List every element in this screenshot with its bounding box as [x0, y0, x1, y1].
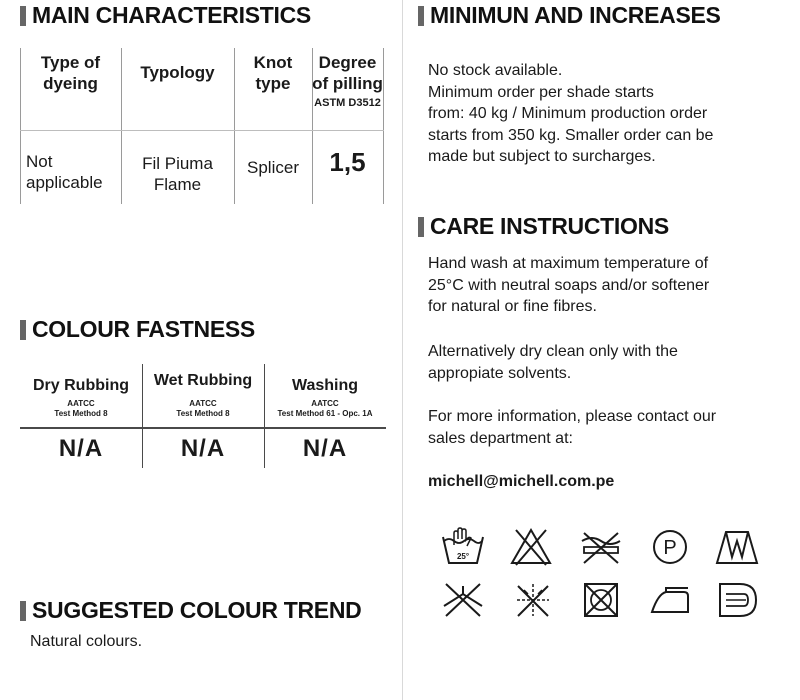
- header-line: Knot: [253, 53, 293, 72]
- text-line: For more information, please contact our: [428, 408, 717, 425]
- table-row-divider: [20, 130, 384, 131]
- minimum-increases-text: [428, 60, 713, 168]
- colour-fastness-table: [20, 364, 386, 468]
- column-method: AATCC: [311, 399, 339, 408]
- care-paragraph-2: [428, 341, 678, 384]
- do-not-wring-icon: [510, 580, 556, 620]
- header-wet-rubbing: [142, 372, 264, 419]
- header-washing: [264, 377, 386, 419]
- main-characteristics-title-text: MAIN CHARACTERISTICS: [32, 2, 311, 28]
- text-line: Hand wash at maximum temperature of: [428, 255, 709, 272]
- value-washing: N/A: [302, 435, 348, 462]
- header-line: Type of: [40, 53, 101, 72]
- text-line: No stock available.: [428, 62, 563, 79]
- header-line: Degree: [318, 53, 377, 72]
- care-instructions-title-text: CARE INSTRUCTIONS: [430, 213, 669, 239]
- column-method: Test Method 61 - Opc. 1A: [277, 409, 373, 418]
- text-line: from: 40 kg / Minimum production order: [428, 105, 708, 122]
- text-line: sales department at:: [428, 429, 573, 447]
- care-instructions-title: [418, 213, 669, 240]
- line-dry-icon: [714, 580, 760, 620]
- value-dry-rubbing: N/A: [58, 435, 104, 462]
- dry-clean-letter: P: [663, 537, 677, 559]
- suggested-colour-trend-title: [20, 597, 361, 624]
- value-line: 1,5: [329, 147, 366, 177]
- main-characteristics-title: [20, 2, 311, 29]
- value-knot-type: [234, 157, 312, 178]
- header-line: dyeing: [43, 74, 98, 93]
- title-bar: [418, 6, 424, 26]
- header-type-of-dyeing: [20, 52, 121, 94]
- text-line: for natural or fine fibres.: [428, 298, 597, 315]
- suggested-colour-trend-title-text: SUGGESTED COLOUR TREND: [32, 597, 362, 623]
- title-bar: [20, 601, 26, 621]
- table-row-divider: [20, 427, 386, 429]
- column-label: Washing: [291, 377, 359, 394]
- care-paragraph-3: [428, 406, 716, 449]
- value-degree-of-pilling: [312, 147, 383, 177]
- title-bar: [20, 320, 26, 340]
- contact-email[interactable]: michell@michell.com.pe: [428, 473, 615, 490]
- header-line: type: [255, 74, 291, 93]
- text-line: Minimum order per shade starts: [428, 83, 654, 101]
- hand-wash-icon: [440, 527, 486, 567]
- text-line: Alternatively dry clean only with the: [428, 343, 678, 360]
- minimum-increases-title-text: MINIMUN AND INCREASES: [430, 2, 721, 28]
- colour-fastness-title: [20, 316, 255, 343]
- text-line: made but subject to surcharges.: [428, 148, 656, 165]
- header-knot-type: [234, 52, 312, 94]
- column-method: Test Method 8: [176, 409, 230, 418]
- value-wet-rubbing: N/A: [180, 435, 226, 462]
- column-label: Wet Rubbing: [153, 372, 253, 389]
- header-line: Typology: [140, 63, 215, 82]
- table-border: [383, 48, 384, 204]
- value-line: applicable: [26, 173, 103, 192]
- do-not-iron-steam-icon: [440, 580, 486, 620]
- title-bar: [418, 217, 424, 237]
- iron-low-icon: [648, 580, 694, 620]
- title-bar: [20, 6, 26, 26]
- value-typology: [121, 153, 234, 195]
- pilling-standard: ASTM D3512: [314, 97, 381, 109]
- care-paragraph-1: [428, 253, 709, 318]
- text-line: starts from 350 kg. Smaller order can be: [428, 126, 714, 144]
- do-not-bleach-icon: [508, 527, 554, 567]
- column-method: Test Method 8: [54, 409, 108, 418]
- value-line: Fil Piuma: [142, 154, 213, 173]
- column-method: AATCC: [189, 399, 217, 408]
- header-degree-of-pilling: [312, 52, 383, 110]
- column-divider: [402, 0, 403, 700]
- colour-fastness-title-text: COLOUR FASTNESS: [32, 316, 255, 342]
- column-method: AATCC: [67, 399, 95, 408]
- dry-clean-icon: [648, 527, 694, 567]
- header-dry-rubbing: [20, 377, 142, 419]
- header-typology: [121, 62, 234, 83]
- value-type-of-dyeing: [26, 151, 121, 193]
- text-line: appropiate solvents.: [428, 364, 572, 382]
- text-line: 25°C with neutral soaps and/or softener: [428, 276, 710, 294]
- do-not-tumble-dry-icon: [578, 527, 624, 567]
- natural-dry-icon: [714, 527, 760, 567]
- main-characteristics-table: [20, 48, 384, 204]
- value-line: Not: [26, 152, 53, 171]
- header-line: of pilling: [312, 74, 383, 93]
- column-label: Dry Rubbing: [33, 377, 129, 394]
- do-not-dry-icon: [578, 580, 624, 620]
- minimum-increases-title: [418, 2, 721, 29]
- value-line: Splicer: [247, 158, 299, 177]
- suggested-colour-trend-text: Natural colours.: [30, 633, 143, 650]
- value-line: Flame: [153, 175, 202, 194]
- wash-temperature-label: 25°: [456, 552, 470, 561]
